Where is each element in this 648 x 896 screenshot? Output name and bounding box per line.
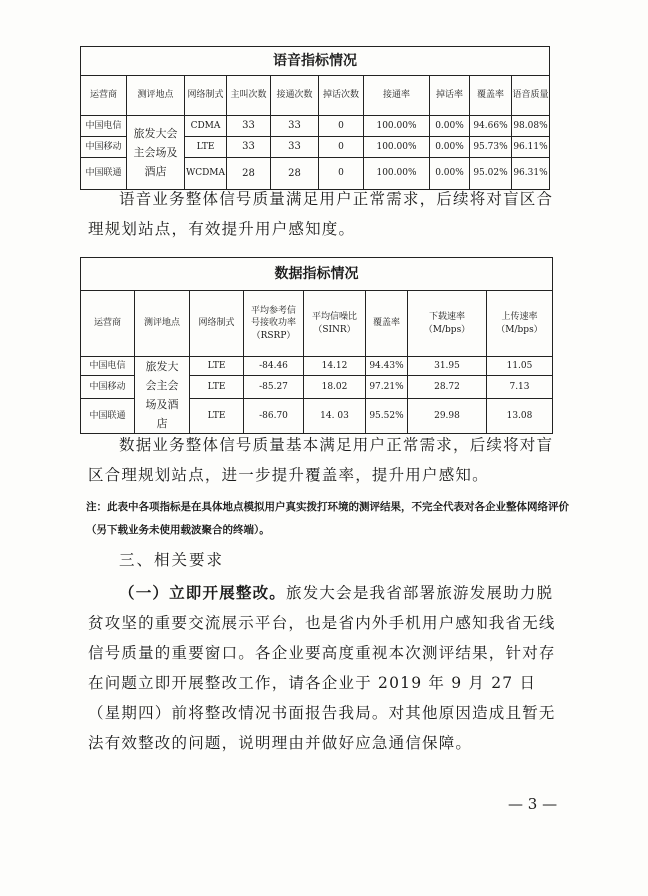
header-network: 网络制式 — [190, 291, 244, 357]
download-cell: 31.95 — [408, 357, 487, 376]
header-connect-rate: 接通率 — [364, 76, 430, 116]
upload-cell: 11.05 — [487, 357, 553, 376]
sinr-cell: 18.02 — [304, 376, 366, 399]
location-cell: 旅发大会主会场及酒店 — [135, 357, 190, 434]
download-cell: 28.72 — [408, 376, 487, 399]
sinr-cell: 14. 03 — [304, 398, 366, 433]
operator-cell: 中国电信 — [81, 116, 127, 137]
operator-cell: 中国电信 — [81, 357, 135, 376]
network-cell: LTE — [190, 357, 244, 376]
drop-rate-cell: 0.00% — [430, 137, 470, 158]
header-sinr: 平均信噪比（SINR） — [304, 291, 366, 357]
quality-cell: 96.11% — [512, 137, 550, 158]
requirement-paragraph — [88, 578, 568, 758]
table-row — [81, 357, 553, 376]
section-title: 三、相关要求 — [119, 551, 225, 569]
upload-cell: 13.08 — [487, 398, 553, 433]
location-cell: 旅发大会主会场及酒店 — [127, 116, 185, 190]
data-indicator-table — [80, 257, 553, 434]
rsrp-cell: -85.27 — [244, 376, 304, 399]
coverage-cell: 94.43% — [366, 357, 408, 376]
voice-table-title: 语音指标情况 — [81, 47, 550, 76]
sinr-cell: 14.12 — [304, 357, 366, 376]
coverage-cell: 94.66% — [470, 116, 512, 137]
header-operator: 运营商 — [81, 76, 127, 116]
connected-cell: 33 — [271, 116, 319, 137]
table-footnote: 注：此表中各项指标是在具体地点模拟用户真实拨打环境的测评结果，不完全代表对各企业整体网络评价（另下载业务未使用载波聚合的终端）。 — [86, 501, 569, 536]
header-dropped: 掉话次数 — [319, 76, 364, 116]
operator-cell: 中国移动 — [81, 137, 127, 158]
header-rsrp: 平均参考信号接收功率（RSRP） — [244, 291, 304, 357]
dropped-cell: 0 — [319, 158, 364, 190]
header-location: 测评地点 — [127, 76, 185, 116]
operator-cell: 中国联通 — [81, 158, 127, 190]
dropped-cell: 0 — [319, 116, 364, 137]
drop-rate-cell: 0.00% — [430, 158, 470, 190]
download-cell: 29.98 — [408, 398, 487, 433]
header-download: 下载速率（M/bps） — [408, 291, 487, 357]
coverage-cell: 95.02% — [470, 158, 512, 190]
header-coverage: 覆盖率 — [366, 291, 408, 357]
requirement-heading: （一）立即开展整改。 — [119, 583, 287, 602]
rsrp-cell: -86.70 — [244, 398, 304, 433]
rsrp-cell: -84.46 — [244, 357, 304, 376]
connect-rate-cell: 100.00% — [364, 116, 430, 137]
calls-cell: 28 — [227, 158, 271, 190]
header-connected: 接通次数 — [271, 76, 319, 116]
network-cell: WCDMA — [185, 158, 227, 190]
header-operator: 运营商 — [81, 291, 135, 357]
requirement-body: 旅发大会是我省部署旅游发展助力脱贫攻坚的重要交流展示平台，也是省内外手机用户感知我省无线信号质量的重要窗口。各企业要高度重视本次测评结果，针对存在问题立即开展整改工作，请各企业于 2019 年 9 月 27 日（星期四）前将整改情况书面报告我局。对其他原因造成且暂无法有效整改的问题，说明理由并做好应急通信保障。 — [88, 584, 556, 752]
header-quality: 语音质量 — [512, 76, 550, 116]
header-location: 测评地点 — [135, 291, 190, 357]
calls-cell: 33 — [227, 137, 271, 158]
quality-cell: 98.08% — [512, 116, 550, 137]
coverage-cell: 95.52% — [366, 398, 408, 433]
network-cell: LTE — [190, 398, 244, 433]
coverage-cell: 95.73% — [470, 137, 512, 158]
dropped-cell: 0 — [319, 137, 364, 158]
connected-cell: 28 — [271, 158, 319, 190]
header-calls: 主叫次数 — [227, 76, 271, 116]
data-summary-paragraph: 数据业务整体信号质量基本满足用户正常需求，后续将对盲区合理规划站点，进一步提升覆盖率，提升用户感知。 — [88, 436, 554, 484]
header-coverage: 覆盖率 — [470, 76, 512, 116]
page-number: — 3 — — [508, 795, 558, 813]
header-network: 网络制式 — [185, 76, 227, 116]
operator-cell: 中国联通 — [81, 398, 135, 433]
drop-rate-cell: 0.00% — [430, 116, 470, 137]
operator-cell: 中国移动 — [81, 376, 135, 399]
table-row — [81, 116, 550, 137]
header-drop-rate: 掉话率 — [430, 76, 470, 116]
network-cell: LTE — [190, 376, 244, 399]
header-upload: 上传速率（M/bps） — [487, 291, 553, 357]
network-cell: LTE — [185, 137, 227, 158]
calls-cell: 33 — [227, 116, 271, 137]
voice-summary-paragraph: 语音业务整体信号质量满足用户正常需求，后续将对盲区合理规划站点，有效提升用户感知度。 — [88, 190, 554, 238]
coverage-cell: 97.21% — [366, 376, 408, 399]
upload-cell: 7.13 — [487, 376, 553, 399]
data-table-title: 数据指标情况 — [81, 258, 553, 291]
connect-rate-cell: 100.00% — [364, 158, 430, 190]
connect-rate-cell: 100.00% — [364, 137, 430, 158]
voice-indicator-table — [80, 46, 550, 190]
connected-cell: 33 — [271, 137, 319, 158]
network-cell: CDMA — [185, 116, 227, 137]
quality-cell: 96.31% — [512, 158, 550, 190]
